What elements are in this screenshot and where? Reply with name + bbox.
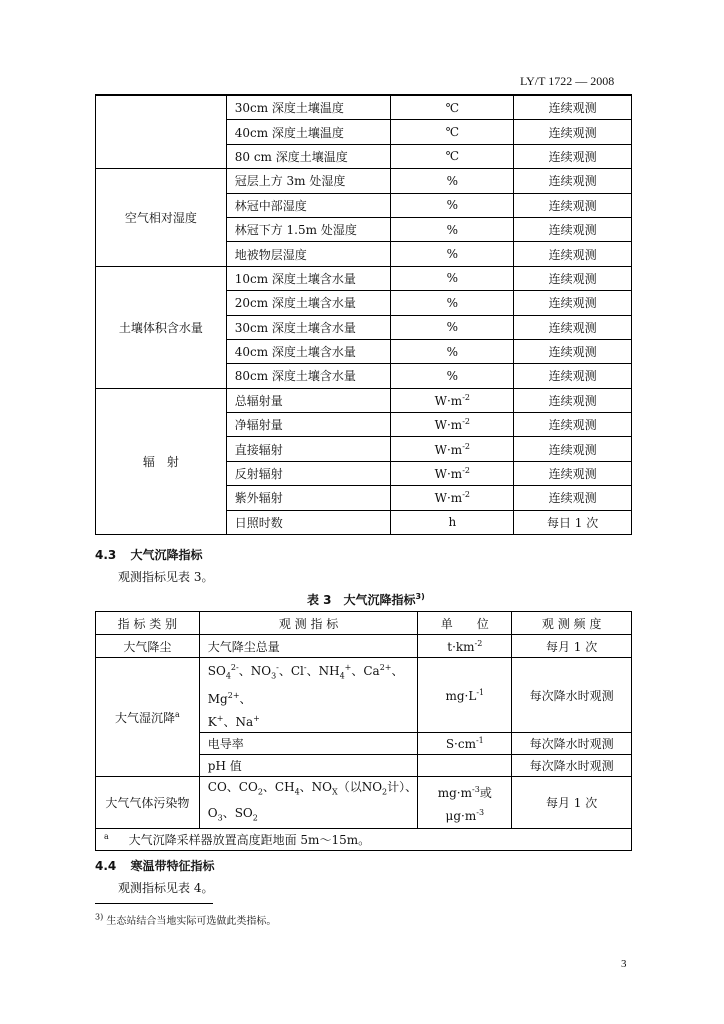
- item-cell: 紫外辐射: [226, 486, 391, 510]
- frequency-cell: 连续观测: [514, 315, 632, 339]
- group-cell: 空气相对湿度: [96, 169, 227, 267]
- col-header-unit: 单 位: [418, 612, 512, 635]
- section-4-3-heading: [95, 546, 202, 563]
- frequency-cell: 每次降水时观测: [512, 733, 632, 755]
- unit-cell: $W\cdot m^{-2}$: [391, 437, 514, 461]
- unit-cell: %: [391, 266, 514, 290]
- item-cell: 总辐射量: [226, 388, 391, 412]
- frequency-cell: 每次降水时观测: [512, 755, 632, 777]
- caption-text: 表 3 大气沉降指标: [307, 593, 416, 607]
- frequency-cell: 连续观测: [514, 266, 632, 290]
- frequency-cell: 每月 1 次: [512, 777, 632, 829]
- item-cell: 林冠中部湿度: [226, 193, 391, 217]
- table-row: [96, 96, 632, 120]
- item-cell: 净辐射量: [226, 413, 391, 437]
- item-cell: 40cm 深度土壤含水量: [226, 339, 391, 363]
- unit-cell: %: [391, 315, 514, 339]
- frequency-cell: 连续观测: [514, 486, 632, 510]
- table-note-row: [96, 829, 632, 851]
- frequency-cell: 连续观测: [514, 144, 632, 168]
- unit-cell: ℃: [391, 144, 514, 168]
- table-row: [96, 266, 632, 290]
- table-3: [95, 611, 632, 851]
- unit-cell: $W\cdot m^{-2}$: [391, 388, 514, 412]
- table-row: [96, 777, 632, 829]
- frequency-cell: 连续观测: [514, 461, 632, 485]
- unit-cell: %: [391, 364, 514, 388]
- frequency-cell: 连续观测: [514, 437, 632, 461]
- item-cell: 80cm 深度土壤含水量: [226, 364, 391, 388]
- table-row: [96, 658, 632, 733]
- item-cell: 30cm 深度土壤温度: [226, 96, 391, 120]
- item-cell: 冠层上方 3m 处湿度: [226, 169, 391, 193]
- page-number: 3: [621, 958, 627, 970]
- category-cell: [96, 658, 200, 777]
- frequency-cell: 连续观测: [514, 120, 632, 144]
- table-3-header-row: [96, 612, 632, 635]
- unit-cell: $W\cdot m^{-2}$: [391, 486, 514, 510]
- item-cell: 30cm 深度土壤含水量: [226, 315, 391, 339]
- frequency-cell: 连续观测: [514, 193, 632, 217]
- item-cell: 20cm 深度土壤含水量: [226, 291, 391, 315]
- note-text: 大气沉降采样器放置高度距地面 5m～15m。: [128, 833, 371, 848]
- standard-code: LY/T 1722 — 2008: [520, 74, 615, 88]
- table-row: [96, 388, 632, 412]
- frequency-cell: 每月 1 次: [512, 635, 632, 658]
- col-header-indicator: 观 测 指 标: [199, 612, 418, 635]
- table-3-caption: [307, 591, 425, 608]
- frequency-cell: 每次降水时观测: [512, 658, 632, 733]
- caption-note-ref: 3): [415, 592, 425, 601]
- footnote-mark: 3): [95, 912, 104, 922]
- frequency-cell: 连续观测: [514, 242, 632, 266]
- section-number: 4.3: [95, 548, 117, 562]
- unit-cell: ℃: [391, 96, 514, 120]
- section-4-4-text: 观测指标见表 4。: [118, 881, 214, 895]
- footnote: [95, 912, 276, 927]
- category-cell: 大气气体污染物: [96, 777, 200, 829]
- item-cell: 40cm 深度土壤温度: [226, 120, 391, 144]
- indicator-cell: $SO_4^{2-}$、$NO_3^-$、Cl-、$NH_4^+$、$Ca^{2+}$、$Mg^{2+}$、 K+、Na+: [199, 658, 418, 733]
- frequency-cell: 连续观测: [514, 291, 632, 315]
- frequency-cell: 连续观测: [514, 339, 632, 363]
- table-2-body: [96, 96, 632, 535]
- unit-cell: ℃: [391, 120, 514, 144]
- table-note: [96, 829, 632, 851]
- unit-cell: $W\cdot m^{-2}$: [391, 413, 514, 437]
- item-cell: 日照时数: [226, 510, 391, 534]
- unit-cell: %: [391, 242, 514, 266]
- note-mark: a: [104, 832, 109, 842]
- item-cell: 80 cm 深度土壤温度: [226, 144, 391, 168]
- frequency-cell: 连续观测: [514, 169, 632, 193]
- section-title: 寒温带特征指标: [130, 859, 215, 873]
- unit-cell: %: [391, 339, 514, 363]
- item-cell: 直接辐射: [226, 437, 391, 461]
- item-cell: 10cm 深度土壤含水量: [226, 266, 391, 290]
- note-ref: a: [175, 709, 180, 719]
- group-cell: [96, 96, 227, 169]
- footnote-rule: [95, 903, 213, 904]
- unit-cell: %: [391, 169, 514, 193]
- unit-cell: %: [391, 217, 514, 241]
- unit-cell: h: [391, 510, 514, 534]
- unit-cell: $t\cdot km^{-2}$: [418, 635, 512, 658]
- item-cell: 地被物层湿度: [226, 242, 391, 266]
- table-row: [96, 169, 632, 193]
- indicator-cell: 电导率: [199, 733, 418, 755]
- frequency-cell: 连续观测: [514, 217, 632, 241]
- unit-cell: $W\cdot m^{-2}$: [391, 461, 514, 485]
- category-cell: 大气降尘: [96, 635, 200, 658]
- col-header-category: 指 标 类 别: [96, 612, 200, 635]
- unit-cell: $mg\cdot m^{-3}$或 $\mu g\cdot m^{-3}$: [418, 777, 512, 829]
- category-text: 大气湿沉降: [114, 710, 175, 725]
- section-4-3-text: 观测指标见表 3。: [118, 570, 214, 584]
- group-cell: 辐 射: [96, 388, 227, 534]
- frequency-cell: 连续观测: [514, 388, 632, 412]
- group-cell: 土壤体积含水量: [96, 266, 227, 388]
- indicator-cell: 大气降尘总量: [199, 635, 418, 658]
- unit-cell: %: [391, 193, 514, 217]
- section-title: 大气沉降指标: [130, 548, 203, 562]
- item-cell: 林冠下方 1.5m 处湿度: [226, 217, 391, 241]
- section-number: 4.4: [95, 859, 117, 873]
- frequency-cell: 连续观测: [514, 364, 632, 388]
- item-cell: 反射辐射: [226, 461, 391, 485]
- unit-cell: $mg\cdot L^{-1}$: [418, 658, 512, 733]
- footnote-text: 生态站结合当地实际可选做此类指标。: [106, 916, 277, 927]
- frequency-cell: 连续观测: [514, 96, 632, 120]
- table-2-continued: [95, 95, 632, 535]
- section-4-4-heading: [95, 857, 214, 874]
- frequency-cell: 每日 1 次: [514, 510, 632, 534]
- frequency-cell: 连续观测: [514, 413, 632, 437]
- indicator-cell: pH 值: [199, 755, 418, 777]
- unit-cell: %: [391, 291, 514, 315]
- unit-cell: $S\cdot cm^{-1}$: [418, 733, 512, 755]
- table-row: [96, 635, 632, 658]
- col-header-frequency: 观 测 频 度: [512, 612, 632, 635]
- unit-cell: [418, 755, 512, 777]
- indicator-cell: CO、$CO_2$、$CH_4$、$NO_X$（以$NO_2$计）、 $O_3$、$SO_2$: [199, 777, 418, 829]
